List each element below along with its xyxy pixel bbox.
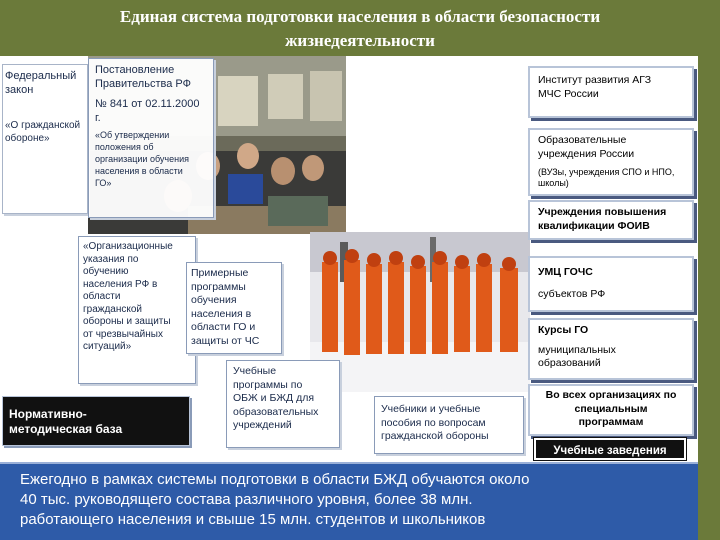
decree-desc-line2: положения об [95,142,154,152]
courses-line2: муниципальных [538,343,616,356]
footer-line1: Ежегодно в рамках системы подготовки в области БЖД обучаются около [20,471,530,488]
guidelines-card [78,236,196,384]
guidelines-line8: от чрезвычайных [83,328,163,340]
umc-line2: субъектов РФ [538,287,606,300]
programs-line6: защиты от ЧС [191,334,260,347]
title-bar [0,0,720,56]
courses-card [528,318,694,380]
textbooks-line1: Учебники и учебные [381,403,481,415]
programs-line4: населения в [191,307,252,320]
civil-defense-line1: «О гражданской [5,120,81,131]
methodical-base-line1: Нормативно- [9,407,87,421]
programs-card [186,262,282,354]
programs-line3: обучения [191,294,237,306]
page-title-line1: Единая система подготовки населения в области безопасности [119,7,601,26]
decree-desc-line4: населения в области [95,166,183,176]
guidelines-line1: «Организационные [83,241,173,252]
schools-label-text: Учебные заведения [553,445,667,457]
qualification-card [528,200,694,240]
all-orgs-line3: программам [578,416,644,428]
federal-law-line1: Федеральный [5,70,77,82]
programs-line1: Примерные [191,267,249,279]
curricula-card [226,360,340,448]
programs-line2: программы [191,280,246,293]
rescuers-photo [310,232,530,392]
all-orgs-line2: специальным [574,402,648,415]
decree-desc-line5: ГО» [95,178,112,188]
decree-desc-line1: «Об утверждении [95,130,170,140]
edu-sub-line1: (ВУЗы, учреждения СПО и НПО, [538,167,675,177]
footer-line3: работающего населения и свыше 15 млн. студентов и школьников [20,511,486,528]
guidelines-line4: населения РФ в [83,278,158,290]
guidelines-line6: гражданской [83,303,143,315]
footer-line2: 40 тыс. руководящего состава различного уровня, более 38 млн. [20,491,473,508]
qual-line2: квалификации ФОИВ [538,219,650,232]
programs-line5: области ГО и [191,321,256,333]
guidelines-line9: ситуаций» [83,341,132,352]
methodical-base-line2: методическая база [9,422,123,436]
curricula-line3: ОБЖ и БЖД для [233,392,315,404]
page-title-line2: жизнедеятельности [285,31,435,50]
courses-line3: образований [538,357,601,369]
civil-defense-line2: обороне» [5,133,50,144]
edu-line1: Образовательные [538,134,627,146]
edu-institutions-card [528,128,694,196]
institute-card [528,66,694,118]
edu-sub-line2: школы) [538,178,569,188]
rescuers-image [310,232,530,392]
curricula-line5: учреждений [233,419,292,431]
institute-line1: Институт развития АГЗ [538,74,652,86]
federal-law-line2: закон [5,84,34,96]
all-orgs-line1: Во всех организациях по [545,389,677,401]
decree-number-line1: № 841 от 02.11.2000 [95,98,200,110]
decree-card [88,58,214,218]
guidelines-line5: области [83,291,121,302]
textbooks-card [374,396,524,454]
side-strip [698,56,720,540]
curricula-line4: образовательных [233,405,319,418]
guidelines-line3: обучению [83,266,129,277]
decree-number-line2: г. [95,112,101,124]
institute-line2: МЧС России [538,87,599,100]
guidelines-line2: указания по [83,253,139,265]
footer-banner [0,462,698,540]
decree-desc-line3: организации обучения [95,154,189,164]
methodical-base-box [2,396,190,446]
all-orgs-card [528,384,694,436]
schools-label [534,438,686,460]
qual-line1: Учреждения повышения [538,206,667,218]
textbooks-line2: пособия по вопросам [381,416,486,429]
decree-title-line1: Постановление [95,64,175,76]
decree-title-line2: Правительства РФ [95,78,191,90]
umc-card [528,256,694,312]
edu-line2: учреждения России [538,147,635,160]
guidelines-line7: обороны и защиты [83,316,171,327]
umc-line1: УМЦ ГОЧС [538,266,593,278]
curricula-line1: Учебные [233,365,277,377]
courses-line1: Курсы ГО [538,324,589,336]
textbooks-line3: гражданской обороны [381,430,489,442]
federal-law-card [2,64,88,214]
curricula-line2: программы по [233,378,303,391]
